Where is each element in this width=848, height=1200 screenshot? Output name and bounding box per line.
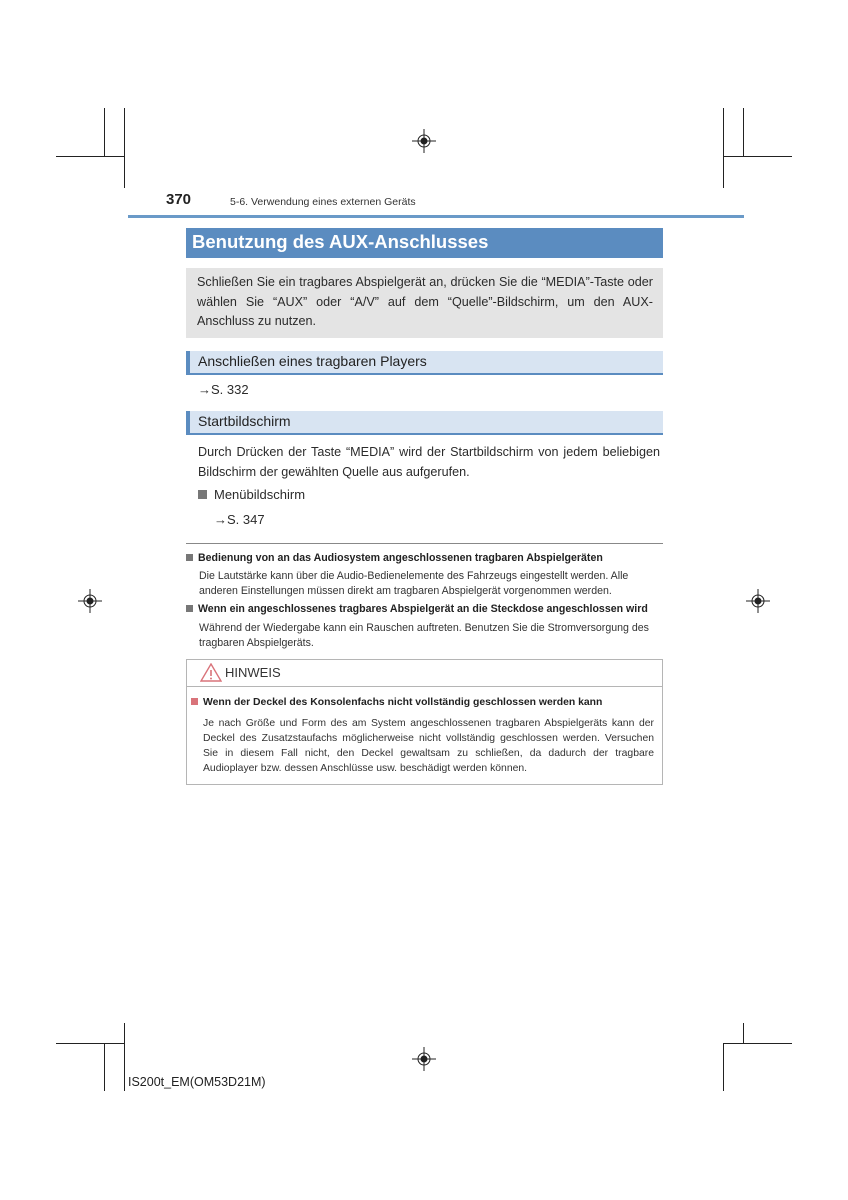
footer-code: IS200t_EM(OM53D21M) [128, 1075, 266, 1089]
registration-mark-icon [412, 129, 436, 153]
crop-mark [724, 156, 792, 157]
notes-divider [186, 543, 663, 544]
registration-mark-icon [412, 1047, 436, 1071]
subheading-start-screen [186, 411, 663, 435]
subheading-label: Anschließen eines tragbaren Players [198, 353, 427, 369]
title-bar [186, 228, 663, 258]
page-reference-link[interactable]: →S. 332 [198, 382, 249, 397]
section-title: 5-6. Verwendung eines externen Geräts [230, 196, 416, 208]
square-bullet-icon [186, 605, 193, 612]
crop-mark [104, 108, 105, 156]
hinweis-box [186, 659, 663, 785]
crop-mark [56, 156, 124, 157]
start-screen-text: Durch Drücken der Taste “MEDIA” wird der Startbildschirm von jedem beliebigen Bildschirm der gewählten Quelle aus aufgerufen. [198, 445, 660, 479]
page-reference-link[interactable]: →S. 347 [214, 512, 265, 527]
warning-triangle-icon [200, 663, 222, 682]
crop-mark [723, 108, 724, 188]
hinweis-body: Je nach Größe und Form des am System angeschlossenen tragbaren Abspielgeräts kann der Deckel des Zusatzstaufachs möglicherweise nicht vollständig geschlossen werden. Versuchen Sie in diesem Fall nicht, den Deckel gewaltsam zu schließen, da dadurch der tragbare Audioplayer bzw. dessen Anschlüsse usw. beschädigt werden können. [203, 718, 654, 774]
menu-screen-item [198, 487, 305, 502]
registration-mark-icon [78, 589, 102, 613]
note-body: Die Lautstärke kann über die Audio-Bedienelemente des Fahrzeugs eingestellt werden. Alle anderen Einstellungen müssen direkt am tragbaren Abspielgerät vorgenommen werden. [199, 570, 629, 597]
square-bullet-icon [186, 554, 193, 561]
crop-mark [723, 1043, 724, 1091]
note-body: Während der Wiedergabe kann ein Rauschen auftreten. Benutzen Sie die Stromversorgung des tragbaren Abspielgeräts. [199, 622, 649, 649]
crop-mark [104, 1043, 105, 1091]
intro-box [186, 268, 663, 338]
registration-mark-icon [746, 589, 770, 613]
crop-mark [124, 108, 125, 188]
hinweis-header [187, 660, 662, 687]
crop-mark [724, 1043, 792, 1044]
crop-mark [56, 1043, 124, 1044]
intro-text: Schließen Sie ein tragbares Abspielgerät an, drücken Sie die “MEDIA”-Taste oder wählen Sie “AUX” oder “A/V” auf dem “Quelle”-Bildschirm, um den AUX-Anschluss zu nutzen. [197, 275, 653, 328]
hinweis-label: HINWEIS [225, 665, 281, 680]
subheading-connect-player [186, 351, 663, 375]
subheading-label: Startbildschirm [198, 413, 291, 429]
square-bullet-icon [191, 698, 198, 705]
note-heading: Wenn ein angeschlossenes tragbares Abspielgerät an die Steckdose angeschlossen wird [186, 603, 648, 615]
note-heading: Bedienung von an das Audiosystem angeschlossenen tragbaren Abspielgeräten [186, 552, 603, 564]
square-bullet-icon [198, 490, 207, 499]
crop-mark [743, 108, 744, 156]
crop-mark [124, 1023, 125, 1091]
page-title: Benutzung des AUX-Anschlusses [192, 231, 489, 252]
page-number: 370 [166, 191, 192, 208]
hinweis-subheading: Wenn der Deckel des Konsolenfachs nicht vollständig geschlossen werden kann [191, 697, 602, 708]
menu-screen-label: Menübildschirm [214, 487, 306, 502]
header-rule [128, 215, 744, 218]
crop-mark [743, 1023, 744, 1043]
